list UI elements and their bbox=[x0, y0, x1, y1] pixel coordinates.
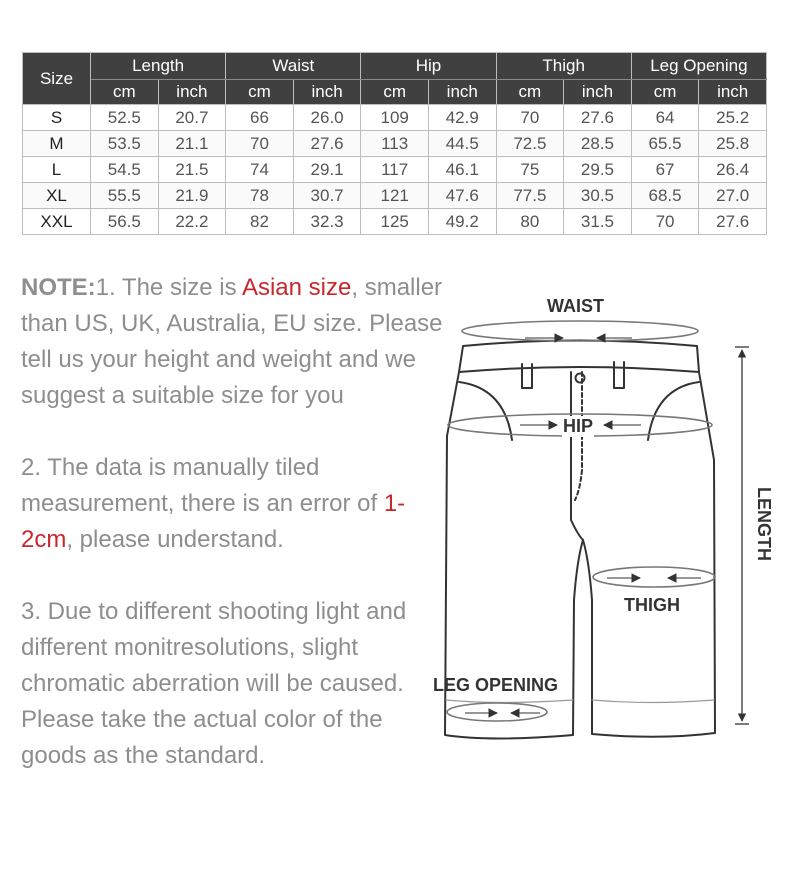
size-cell: M bbox=[23, 131, 91, 157]
size-cell: L bbox=[23, 157, 91, 183]
measurement-cell: 27.6 bbox=[293, 131, 361, 157]
size-table-body bbox=[23, 105, 767, 235]
measurement-cell: 30.5 bbox=[564, 183, 632, 209]
note-3: 3. Due to different shooting light and different monitresolutions, slight chromatic aberration will be caused. Please take the actual color of the goods as the standard. bbox=[21, 598, 407, 769]
measurement-cell: 65.5 bbox=[631, 131, 699, 157]
measurement-cell: 21.5 bbox=[158, 157, 226, 183]
measurement-cell: 56.5 bbox=[91, 209, 159, 235]
measurement-cell: 27.6 bbox=[699, 209, 767, 235]
unit-header: cm bbox=[91, 80, 159, 105]
measurement-cell: 77.5 bbox=[496, 183, 564, 209]
note-2-text-after: , please understand. bbox=[66, 526, 284, 553]
measurement-cell: 25.8 bbox=[699, 131, 767, 157]
measurement-cell: 20.7 bbox=[158, 105, 226, 131]
measurement-cell: 21.9 bbox=[158, 183, 226, 209]
measurement-cell: 46.1 bbox=[428, 157, 496, 183]
table-row bbox=[23, 157, 767, 183]
label-leg-opening: LEG OPENING bbox=[433, 675, 559, 695]
measurement-cell: 29.5 bbox=[564, 157, 632, 183]
measurement-cell: 68.5 bbox=[631, 183, 699, 209]
measurement-cell: 27.6 bbox=[564, 105, 632, 131]
measurement-cell: 31.5 bbox=[564, 209, 632, 235]
measurement-cell: 78 bbox=[226, 183, 294, 209]
measurement-cell: 54.5 bbox=[91, 157, 159, 183]
measurement-cell: 82 bbox=[226, 209, 294, 235]
measurement-cell: 75 bbox=[496, 157, 564, 183]
group-header-hip: Hip bbox=[361, 53, 496, 80]
table-header-groups bbox=[23, 53, 767, 80]
unit-header: cm bbox=[631, 80, 699, 105]
group-header-leg-opening: Leg Opening bbox=[631, 53, 766, 80]
measurement-cell: 42.9 bbox=[428, 105, 496, 131]
table-row bbox=[23, 183, 767, 209]
measurement-cell: 70 bbox=[496, 105, 564, 131]
asian-size-highlight: Asian size bbox=[241, 274, 352, 301]
measurement-cell: 70 bbox=[631, 209, 699, 235]
measurement-cell: 21.1 bbox=[158, 131, 226, 157]
measurement-cell: 64 bbox=[631, 105, 699, 131]
unit-header: inch bbox=[699, 80, 767, 105]
size-cell: XXL bbox=[23, 209, 91, 235]
notes-block bbox=[21, 270, 451, 810]
measurement-cell: 30.7 bbox=[293, 183, 361, 209]
measurement-cell: 67 bbox=[631, 157, 699, 183]
measurement-cell: 74 bbox=[226, 157, 294, 183]
note-1-text-before: 1. The size is bbox=[95, 274, 242, 301]
size-cell: XL bbox=[23, 183, 91, 209]
measurement-cell: 117 bbox=[361, 157, 429, 183]
table-header-units bbox=[23, 80, 767, 105]
measurement-cell: 47.6 bbox=[428, 183, 496, 209]
label-length: LENGTH bbox=[754, 487, 774, 561]
table-row bbox=[23, 131, 767, 157]
group-header-waist: Waist bbox=[226, 53, 361, 80]
unit-header: inch bbox=[293, 80, 361, 105]
label-thigh: THIGH bbox=[624, 595, 680, 615]
measurement-cell: 25.2 bbox=[699, 105, 767, 131]
unit-header: cm bbox=[361, 80, 429, 105]
label-waist: WAIST bbox=[547, 296, 604, 316]
group-header-thigh: Thigh bbox=[496, 53, 631, 80]
measurement-cell: 66 bbox=[226, 105, 294, 131]
measurement-cell: 22.2 bbox=[158, 209, 226, 235]
measurement-cell: 44.5 bbox=[428, 131, 496, 157]
measurement-cell: 121 bbox=[361, 183, 429, 209]
measurement-cell: 72.5 bbox=[496, 131, 564, 157]
measurement-cell: 109 bbox=[361, 105, 429, 131]
note-1 bbox=[21, 270, 451, 414]
measurement-cell: 29.1 bbox=[293, 157, 361, 183]
measurement-cell: 113 bbox=[361, 131, 429, 157]
measurement-cell: 26.0 bbox=[293, 105, 361, 131]
unit-header: cm bbox=[496, 80, 564, 105]
unit-header: inch bbox=[428, 80, 496, 105]
unit-header: cm bbox=[226, 80, 294, 105]
measurement-cell: 26.4 bbox=[699, 157, 767, 183]
table-row bbox=[23, 105, 767, 131]
note-prefix: NOTE: bbox=[21, 274, 96, 301]
measurement-cell: 125 bbox=[361, 209, 429, 235]
measurement-cell: 32.3 bbox=[293, 209, 361, 235]
note-1-text-after: , smaller than US, UK, Australia, EU size. Please tell us your height and weight and we suggest a suitable size for you bbox=[21, 274, 443, 409]
measurement-cell: 70 bbox=[226, 131, 294, 157]
size-column-header: Size bbox=[23, 53, 91, 105]
group-header-length: Length bbox=[91, 53, 226, 80]
size-chart-table bbox=[22, 52, 767, 235]
note-2 bbox=[21, 450, 451, 558]
measurement-cell: 49.2 bbox=[428, 209, 496, 235]
measurement-cell: 80 bbox=[496, 209, 564, 235]
measurement-cell: 53.5 bbox=[91, 131, 159, 157]
unit-header: inch bbox=[564, 80, 632, 105]
measurement-cell: 55.5 bbox=[91, 183, 159, 209]
measurement-cell: 28.5 bbox=[564, 131, 632, 157]
unit-header: inch bbox=[158, 80, 226, 105]
error-range-highlight: 1-2cm bbox=[21, 490, 406, 553]
measurement-cell: 52.5 bbox=[91, 105, 159, 131]
size-cell: S bbox=[23, 105, 91, 131]
measurement-cell: 27.0 bbox=[699, 183, 767, 209]
table-row bbox=[23, 209, 767, 235]
note-2-text-before: 2. The data is manually tiled measurement, there is an error of bbox=[21, 454, 384, 517]
label-hip: HIP bbox=[563, 416, 594, 436]
